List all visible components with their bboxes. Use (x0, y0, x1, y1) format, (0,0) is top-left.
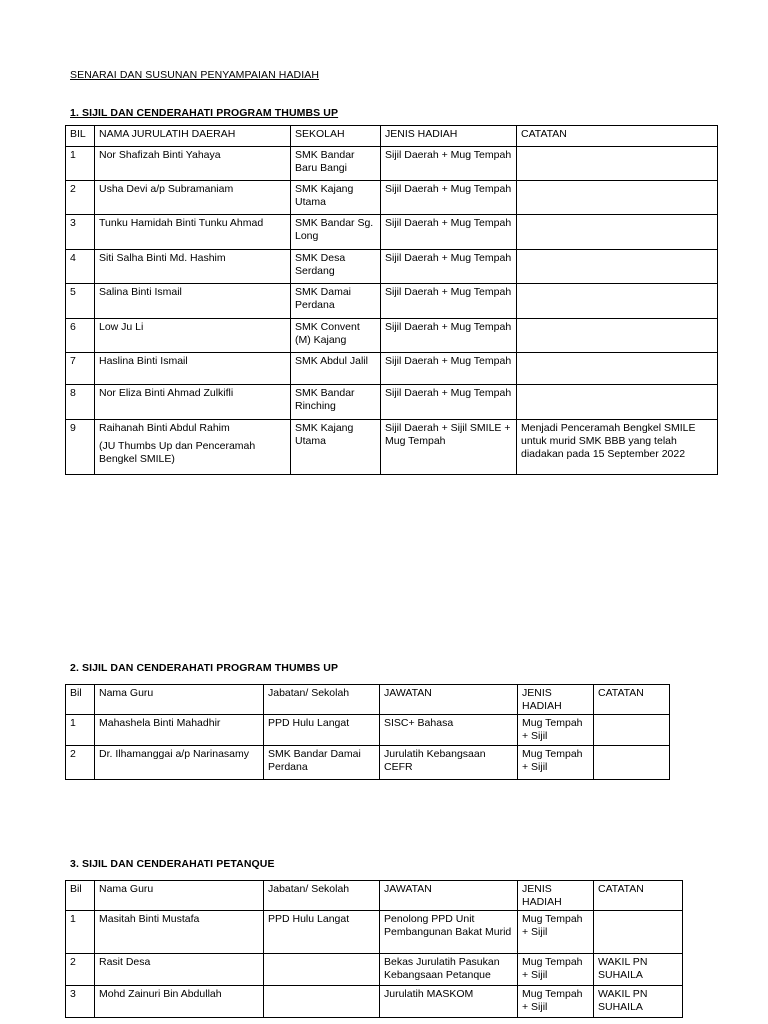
section-3-title: 3. SIJIL DAN CENDERAHATI PETANQUE (70, 858, 275, 870)
cell-school: SMK Convent (M) Kajang (291, 319, 381, 353)
cell-dept: PPD Hulu Langat (264, 715, 380, 746)
cell-bil: 3 (66, 215, 95, 250)
cell-school: SMK Kajang Utama (291, 181, 381, 215)
cell-name: Mahashela Binti Mahadhir (95, 715, 264, 746)
header-cell: CATATAN (594, 685, 670, 715)
cell-school: SMK Bandar Sg. Long (291, 215, 381, 250)
cell-bil: 2 (66, 746, 95, 780)
cell-note: WAKIL PN SUHAILA (594, 954, 683, 986)
cell-bil: 9 (66, 420, 95, 475)
cell-name: Nor Shafizah Binti Yahaya (95, 147, 291, 181)
cell-name: Usha Devi a/p Subramaniam (95, 181, 291, 215)
cell-name: Salina Binti Ismail (95, 284, 291, 319)
header-cell: Jabatan/ Sekolah (264, 685, 380, 715)
table-row (66, 420, 718, 475)
section-1-title: 1. SIJIL DAN CENDERAHATI PROGRAM THUMBS UP (70, 107, 339, 119)
cell-prize: Sijil Daerah + Mug Tempah (381, 181, 517, 215)
cell-name: Rasit Desa (95, 954, 264, 986)
cell-bil: 1 (66, 715, 95, 746)
section-2-title: 2. SIJIL DAN CENDERAHATI PROGRAM THUMBS UP (70, 662, 339, 674)
table-row (66, 147, 718, 181)
cell-note (517, 353, 718, 385)
cell-note: Menjadi Penceramah Bengkel SMILE untuk murid SMK BBB yang telah diadakan pada 15 September 2022 (517, 420, 718, 475)
section-3-table (65, 880, 683, 1018)
cell-name: Tunku Hamidah Binti Tunku Ahmad (95, 215, 291, 250)
cell-prize: Sijil Daerah + Mug Tempah (381, 319, 517, 353)
header-cell: Bil (66, 881, 95, 911)
cell-dept (264, 986, 380, 1018)
cell-bil: 4 (66, 250, 95, 284)
header-cell: JAWATAN (380, 685, 518, 715)
table-row (66, 353, 718, 385)
table-row (66, 284, 718, 319)
table-row (66, 319, 718, 353)
table-row (66, 746, 670, 780)
cell-bil: 8 (66, 385, 95, 420)
header-cell: JENIS HADIAH (518, 685, 594, 715)
cell-school: SMK Bandar Rinching (291, 385, 381, 420)
cell-note (517, 385, 718, 420)
section-1-table (65, 125, 718, 475)
cell-name-note: (JU Thumbs Up dan Penceramah Bengkel SMILE) (99, 440, 256, 465)
cell-bil: 2 (66, 181, 95, 215)
cell-position: Penolong PPD Unit Pembangunan Bakat Murid (380, 911, 518, 954)
header-cell: JENIS HADIAH (381, 126, 517, 147)
cell-note (517, 284, 718, 319)
header-cell: CATATAN (517, 126, 718, 147)
cell-prize: Sijil Daerah + Mug Tempah (381, 284, 517, 319)
section-2-table (65, 684, 670, 780)
cell-note (517, 250, 718, 284)
cell-note (594, 715, 670, 746)
cell-prize: Mug Tempah + Sijil (518, 986, 594, 1018)
cell-name: Low Ju Li (95, 319, 291, 353)
table-header-row (66, 126, 718, 147)
cell-school: SMK Kajang Utama (291, 420, 381, 475)
cell-bil: 6 (66, 319, 95, 353)
cell-note (517, 147, 718, 181)
cell-prize: Sijil Daerah + Mug Tempah (381, 353, 517, 385)
cell-name: Masitah Binti Mustafa (95, 911, 264, 954)
cell-name: Siti Salha Binti Md. Hashim (95, 250, 291, 284)
header-cell: Jabatan/ Sekolah (264, 881, 380, 911)
table-row (66, 954, 683, 986)
cell-bil: 3 (66, 986, 95, 1018)
cell-note: WAKIL PN SUHAILA (594, 986, 683, 1018)
table-row (66, 181, 718, 215)
cell-bil: 7 (66, 353, 95, 385)
cell-name: Mohd Zainuri Bin Abdullah (95, 986, 264, 1018)
header-cell: JENIS HADIAH (518, 881, 594, 911)
document-title: SENARAI DAN SUSUNAN PENYAMPAIAN HADIAH (70, 69, 320, 81)
cell-prize: Mug Tempah + Sijil (518, 911, 594, 954)
cell-note (594, 911, 683, 954)
header-cell: SEKOLAH (291, 126, 381, 147)
table-row (66, 715, 670, 746)
cell-school: SMK Damai Perdana (291, 284, 381, 319)
cell-prize: Mug Tempah + Sijil (518, 954, 594, 986)
cell-name: Nor Eliza Binti Ahmad Zulkifli (95, 385, 291, 420)
cell-name: Haslina Binti Ismail (95, 353, 291, 385)
cell-bil: 2 (66, 954, 95, 986)
header-cell: Nama Guru (95, 685, 264, 715)
cell-position: SISC+ Bahasa (380, 715, 518, 746)
header-cell: CATATAN (594, 881, 683, 911)
cell-dept: PPD Hulu Langat (264, 911, 380, 954)
table-row (66, 250, 718, 284)
cell-note (594, 746, 670, 780)
header-cell: Bil (66, 685, 95, 715)
header-cell: NAMA JURULATIH DAERAH (95, 126, 291, 147)
cell-dept (264, 954, 380, 986)
cell-note (517, 319, 718, 353)
table-row (66, 215, 718, 250)
cell-prize: Sijil Daerah + Mug Tempah (381, 215, 517, 250)
cell-prize: Sijil Daerah + Mug Tempah (381, 250, 517, 284)
cell-bil: 1 (66, 911, 95, 954)
cell-prize: Mug Tempah + Sijil (518, 746, 594, 780)
cell-bil: 5 (66, 284, 95, 319)
cell-position: Jurulatih Kebangsaan CEFR (380, 746, 518, 780)
cell-prize: Sijil Daerah + Mug Tempah (381, 385, 517, 420)
cell-school: SMK Abdul Jalil (291, 353, 381, 385)
cell-name-text: Raihanah Binti Abdul Rahim (99, 422, 230, 434)
cell-position: Bekas Jurulatih Pasukan Kebangsaan Petanque (380, 954, 518, 986)
cell-name (95, 420, 291, 475)
cell-position: Jurulatih MASKOM (380, 986, 518, 1018)
table-row (66, 911, 683, 954)
cell-school: SMK Bandar Baru Bangi (291, 147, 381, 181)
cell-name: Dr. Ilhamanggai a/p Narinasamy (95, 746, 264, 780)
cell-note (517, 215, 718, 250)
table-header-row (66, 881, 683, 911)
header-cell: Nama Guru (95, 881, 264, 911)
cell-dept: SMK Bandar Damai Perdana (264, 746, 380, 780)
cell-bil: 1 (66, 147, 95, 181)
cell-prize: Sijil Daerah + Mug Tempah (381, 147, 517, 181)
table-row (66, 986, 683, 1018)
header-cell: JAWATAN (380, 881, 518, 911)
cell-prize: Sijil Daerah + Sijil SMILE + Mug Tempah (381, 420, 517, 475)
table-header-row (66, 685, 670, 715)
table-row (66, 385, 718, 420)
cell-note (517, 181, 718, 215)
cell-prize: Mug Tempah + Sijil (518, 715, 594, 746)
header-cell: BIL (66, 126, 95, 147)
cell-school: SMK Desa Serdang (291, 250, 381, 284)
